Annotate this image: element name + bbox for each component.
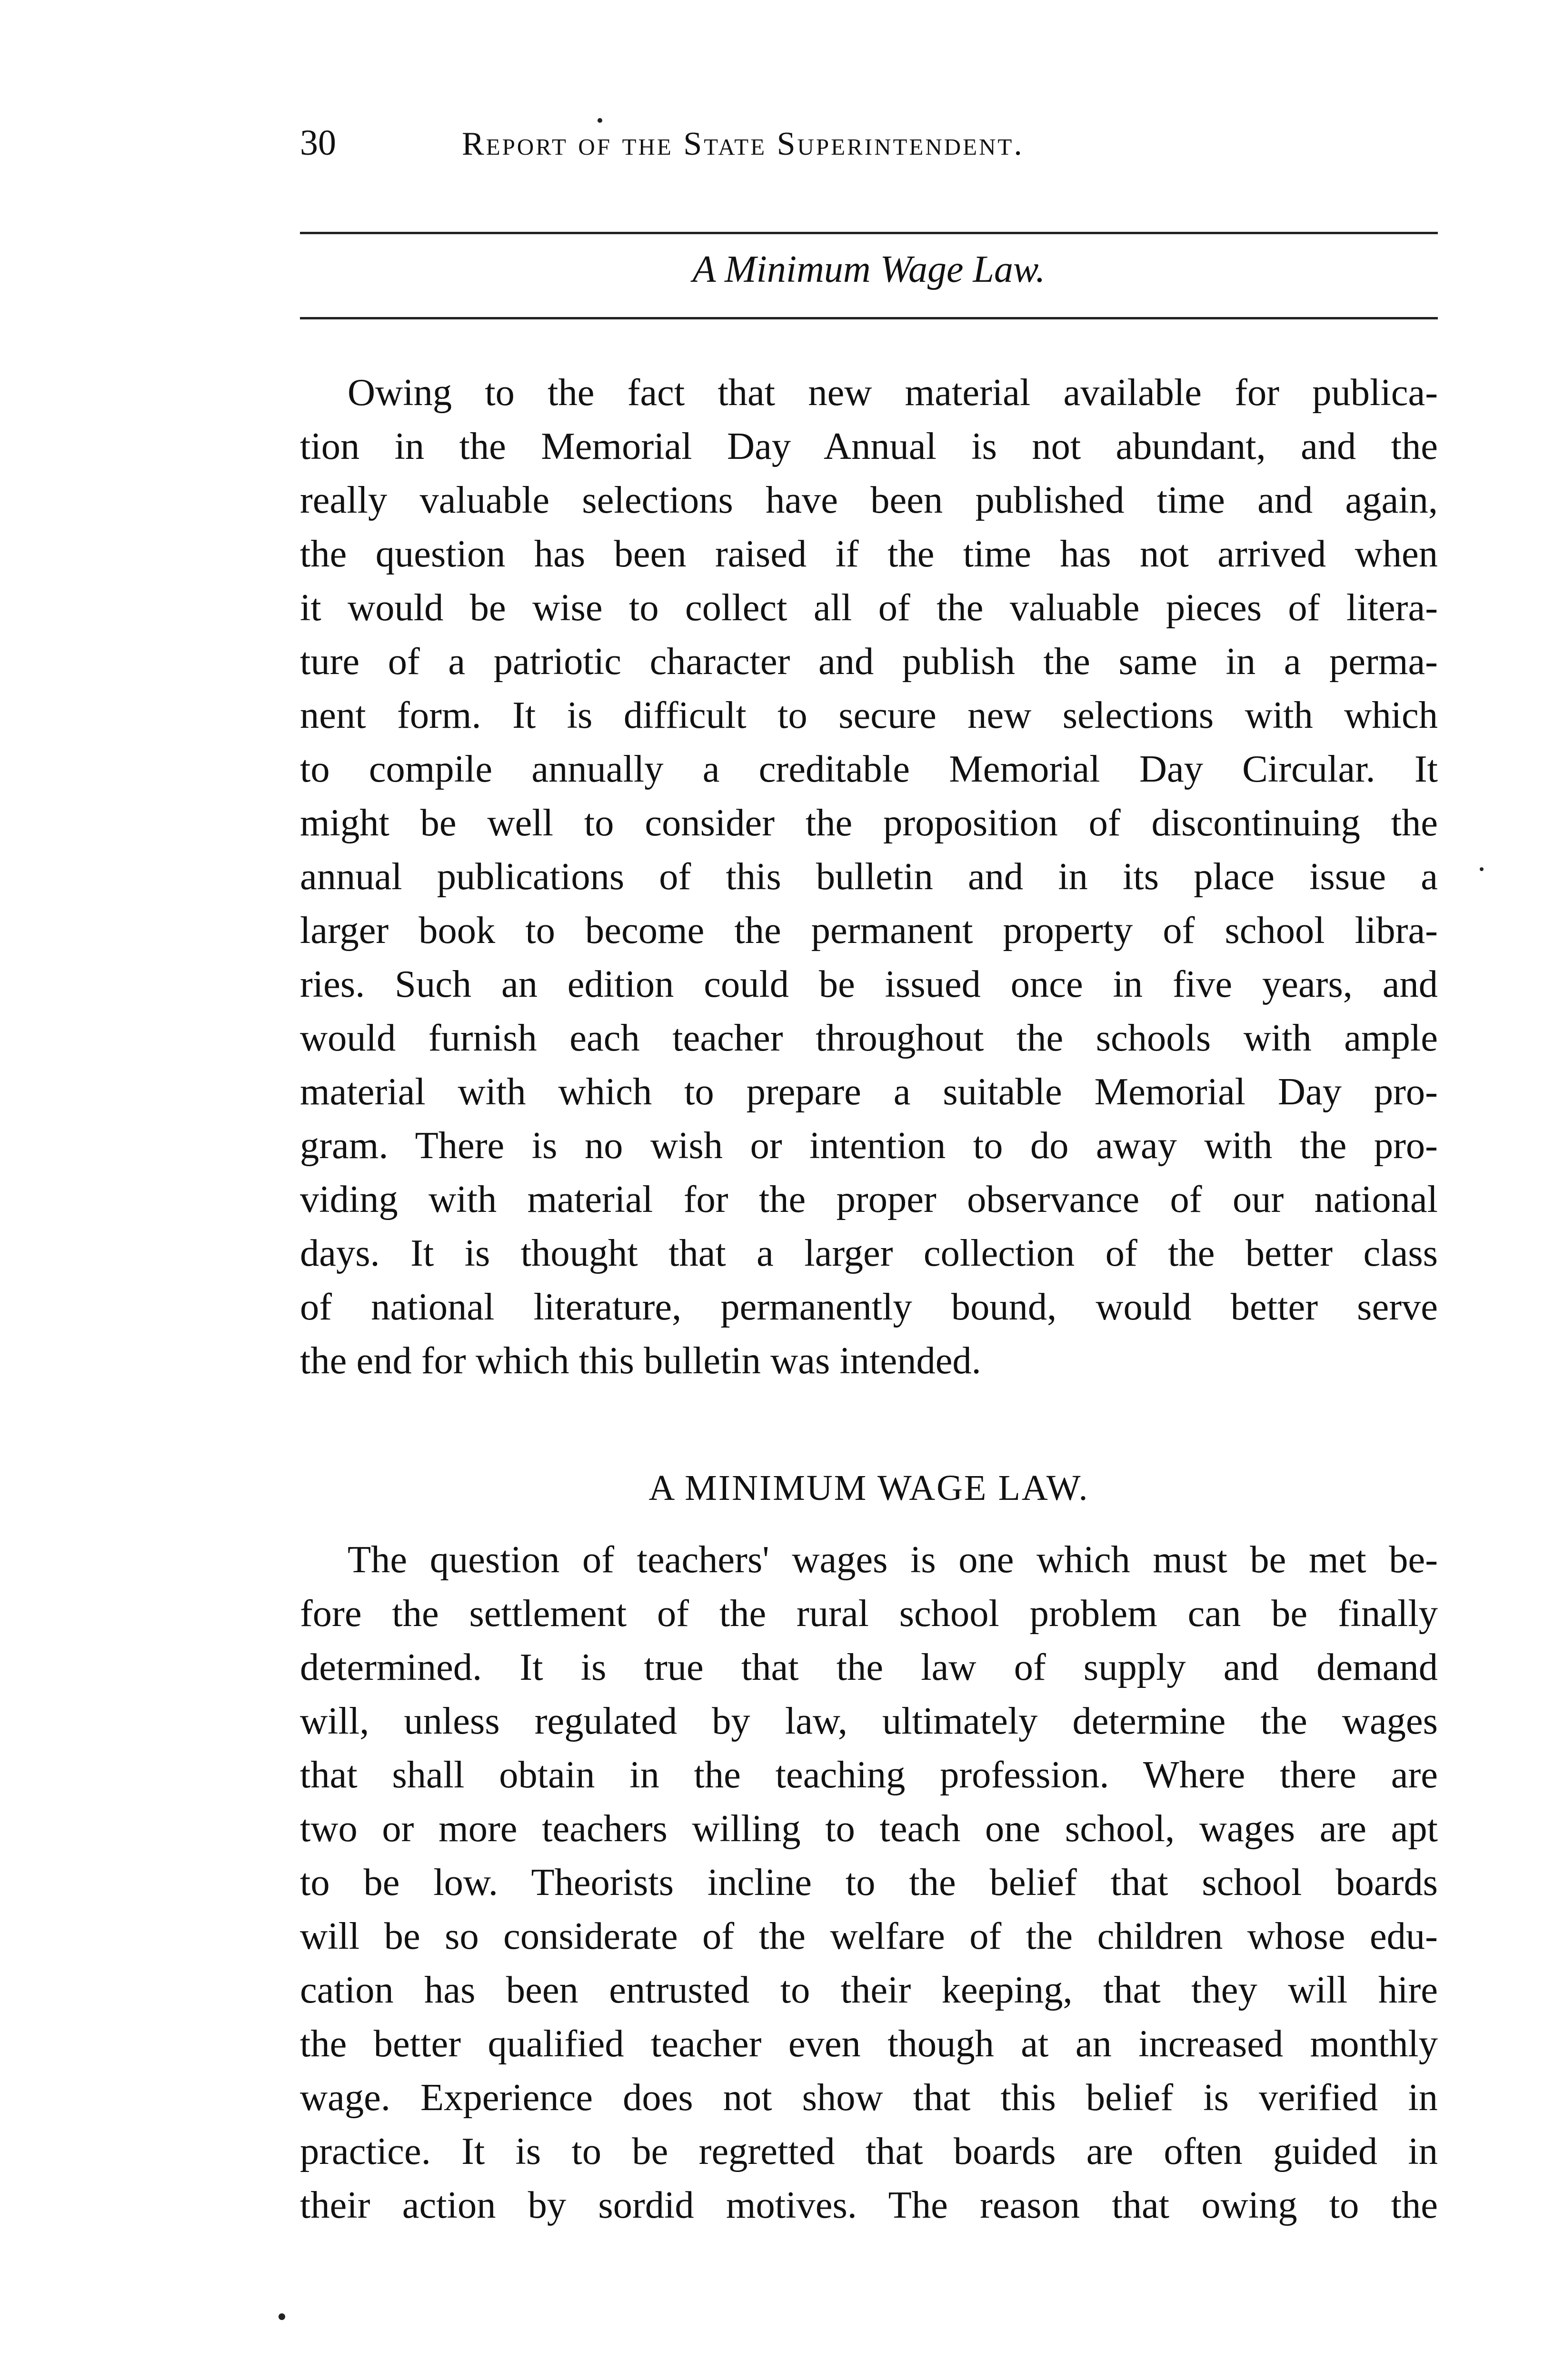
- text-line: fore the settlement of the rural school problem can be finally: [300, 1592, 1438, 1635]
- text-line: might be well to consider the proposition of discontinuing the: [300, 802, 1438, 844]
- text-line: the better qualified teacher even though at an increased monthly: [300, 2023, 1438, 2065]
- text-line: would furnish each teacher throughout the schools with ample: [300, 1017, 1438, 1059]
- text-line: of national literature, permanently bound, would better serve: [300, 1286, 1438, 1328]
- text-line: practice. It is to be regretted that boards are often guided in: [300, 2130, 1438, 2172]
- text-line: nent form. It is difficult to secure new selections with which: [300, 694, 1438, 736]
- text-line: material with which to prepare a suitable Memorial Day pro-: [300, 1071, 1438, 1113]
- text-line: The question of teachers' wages is one which must be met be-: [348, 1538, 1438, 1581]
- text-line: Owing to the fact that new material available for publica-: [348, 371, 1438, 414]
- text-line: gram. There is no wish or intention to do away with the pro-: [300, 1124, 1438, 1167]
- text-line: it would be wise to collect all of the valuable pieces of litera-: [300, 586, 1438, 629]
- text-line: determined. It is true that the law of supply and demand: [300, 1646, 1438, 1688]
- text-line: really valuable selections have been published time and again,: [300, 479, 1438, 521]
- text-line: to be low. Theorists incline to the belief that school boards: [300, 1861, 1438, 1904]
- text-line: two or more teachers willing to teach one school, wages are apt: [300, 1807, 1438, 1850]
- text-line: larger book to become the permanent property of school libra-: [300, 909, 1438, 952]
- ink-speck: [1480, 867, 1484, 871]
- page-number: 30: [300, 123, 336, 163]
- paragraph-minimum-wage: [300, 1533, 1438, 2232]
- text-line: wage. Experience does not show that this belief is verified in: [300, 2076, 1438, 2119]
- text-line: annual publications of this bulletin and in its place issue a: [300, 855, 1438, 898]
- text-line: ture of a patriotic character and publish the same in a perma-: [300, 640, 1438, 683]
- text-line: tion in the Memorial Day Annual is not abundant, and the: [300, 425, 1438, 467]
- paragraph-memorial-day: [300, 366, 1438, 1388]
- section-heading: A MINIMUM WAGE LAW.: [648, 1468, 1089, 1508]
- text-line: cation has been entrusted to their keeping, that they will hire: [300, 1969, 1438, 2011]
- section-caption: A Minimum Wage Law.: [692, 248, 1046, 290]
- text-line: that shall obtain in the teaching profession. Where there are: [300, 1754, 1438, 1796]
- ink-speck: [598, 118, 602, 123]
- text-line: the end for which this bulletin was intended.: [300, 1339, 981, 1382]
- text-line: ries. Such an edition could be issued once in five years, and: [300, 963, 1438, 1005]
- text-line: will be so considerate of the welfare of the children whose edu-: [300, 1915, 1438, 1957]
- caption-top-rule: [300, 232, 1438, 234]
- caption-bottom-rule: [300, 317, 1438, 319]
- text-line: the question has been raised if the time has not arrived when: [300, 533, 1438, 575]
- text-line: will, unless regulated by law, ultimately determine the wages: [300, 1700, 1438, 1742]
- text-line: to compile annually a creditable Memorial Day Circular. It: [300, 748, 1438, 790]
- text-line: days. It is thought that a larger collection of the better class: [300, 1232, 1438, 1274]
- ink-speck: [279, 2313, 285, 2320]
- text-line: viding with material for the proper observance of our national: [300, 1178, 1438, 1220]
- text-line: their action by sordid motives. The reason that owing to the: [300, 2184, 1438, 2226]
- running-title: Report of the State Superintendent.: [462, 126, 1024, 162]
